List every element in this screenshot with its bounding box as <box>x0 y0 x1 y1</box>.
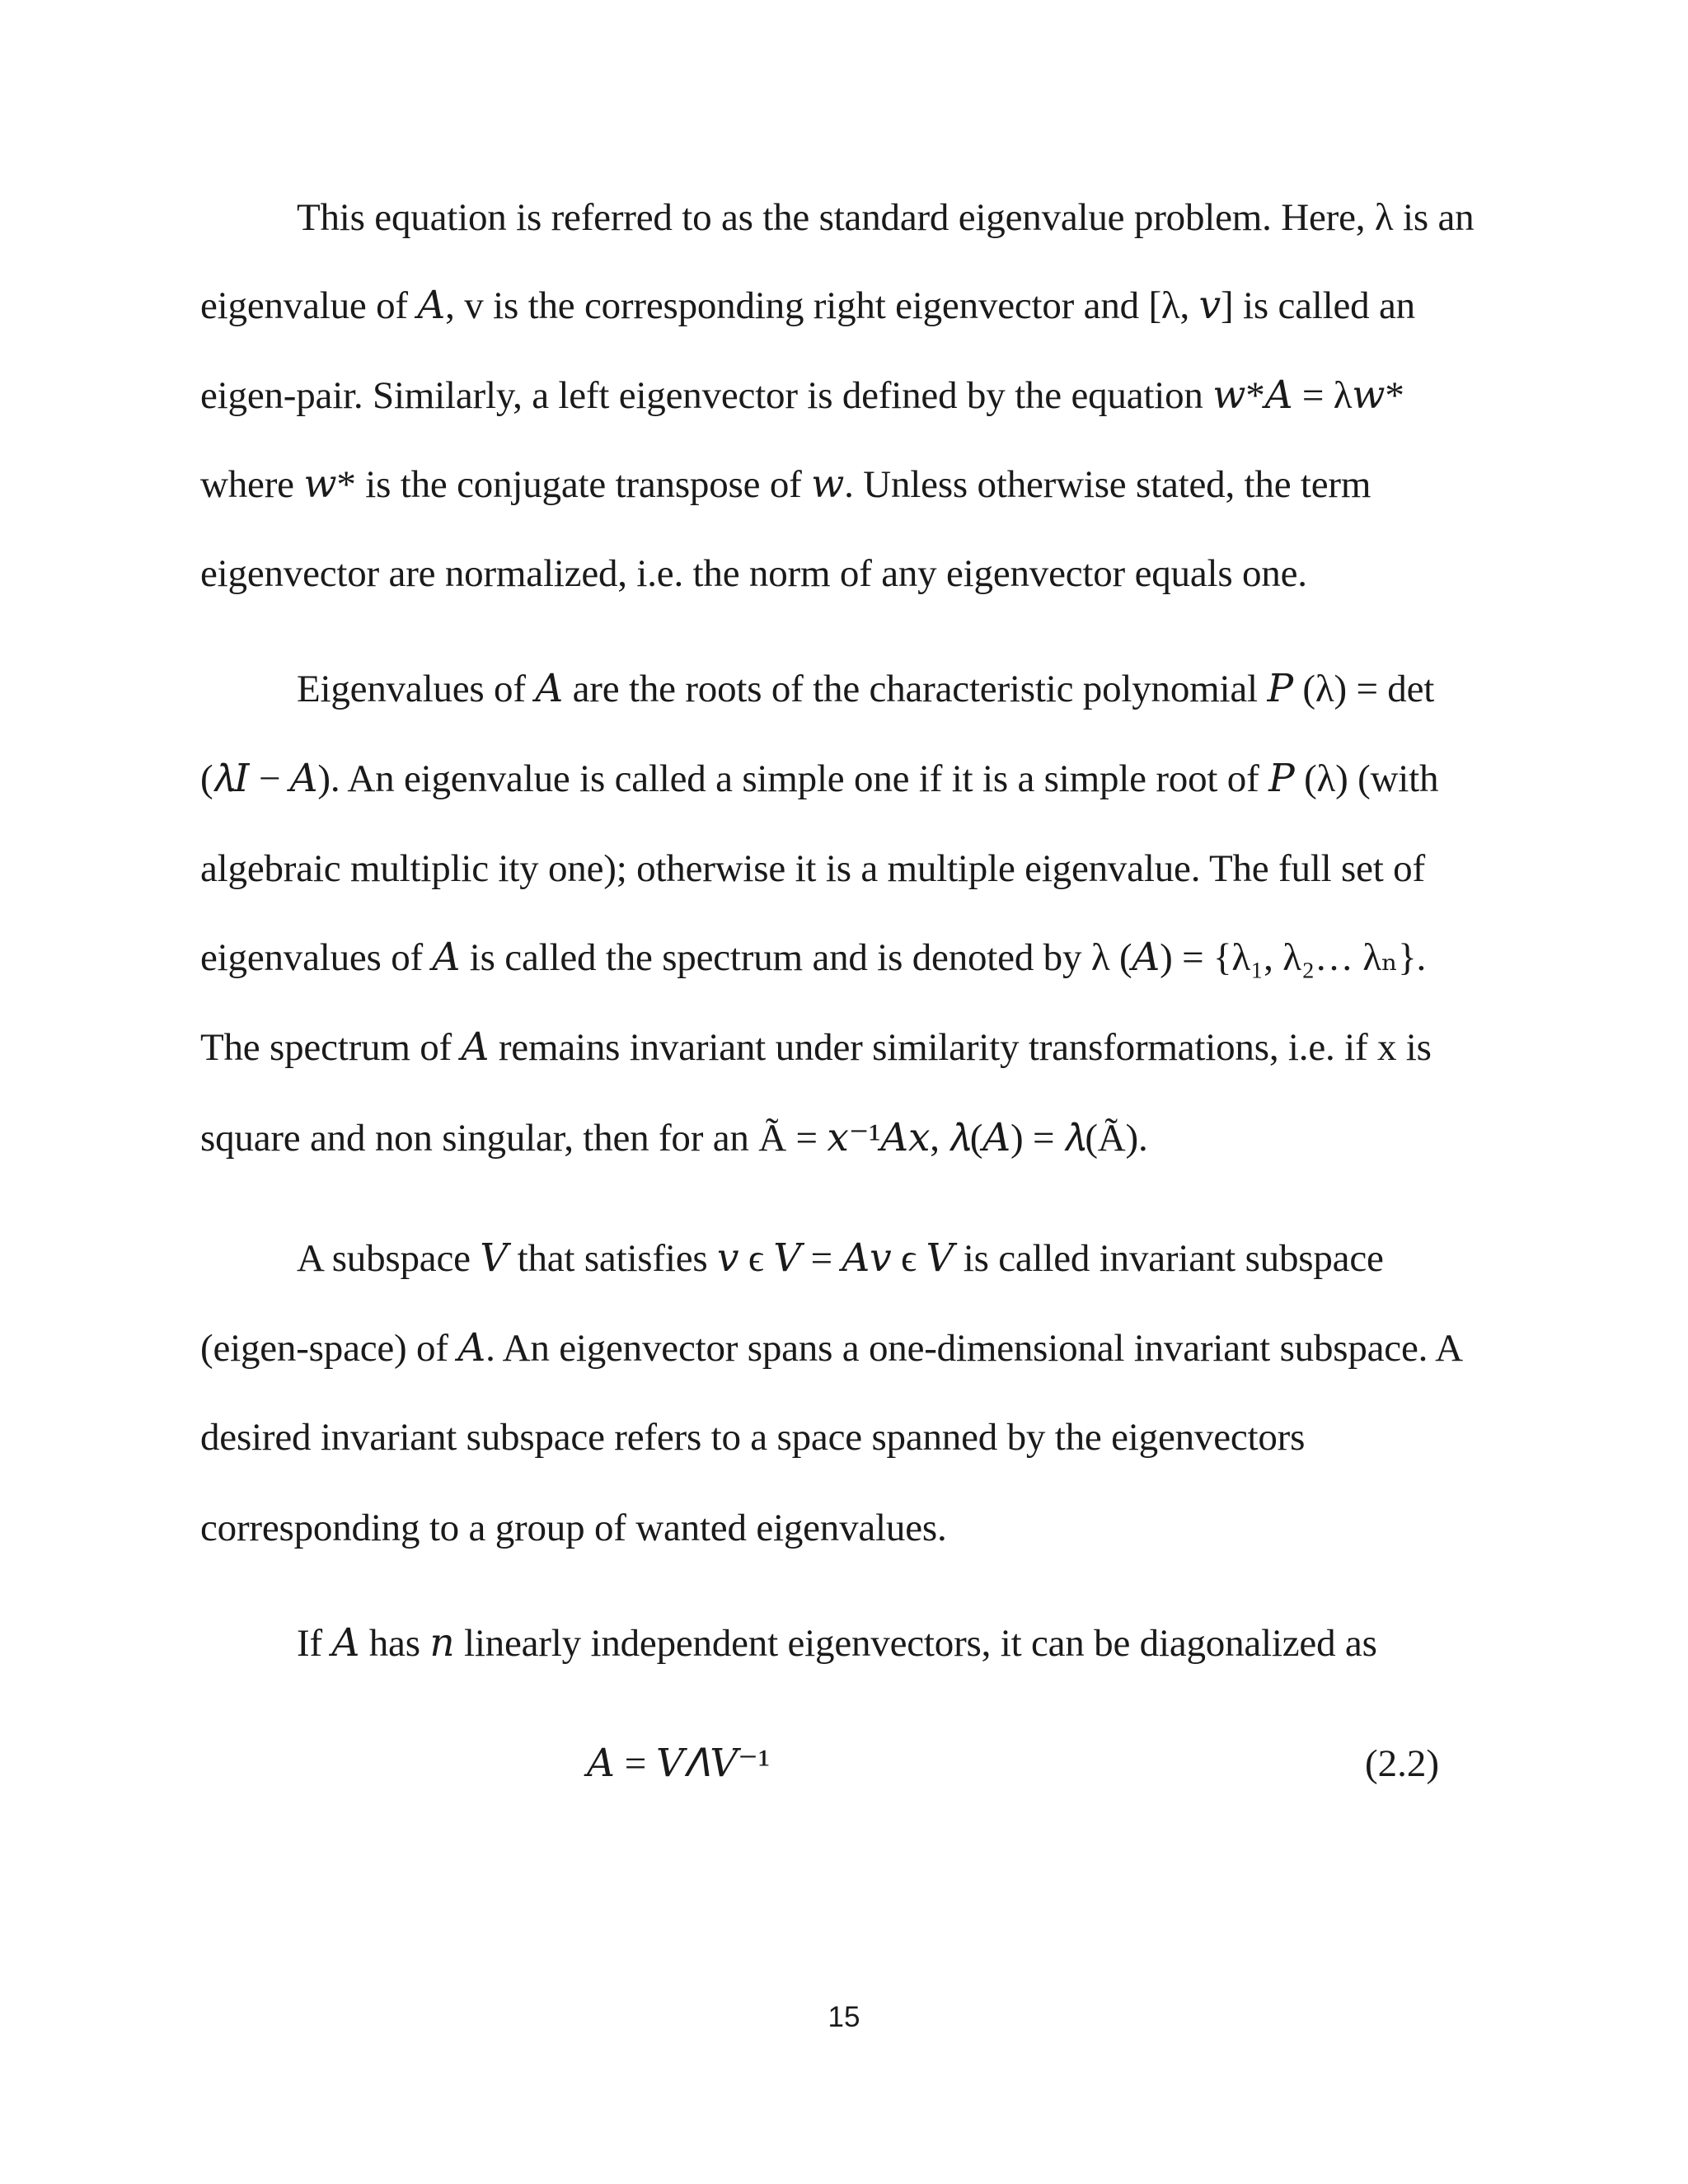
text-line: square and non singular, then for an Ã = 𝑥⁻¹𝐴𝑥, 𝜆(𝐴) = 𝜆(Ã). <box>200 1117 1148 1160</box>
text-line: Eigenvalues of 𝐴 are the roots of the characteristic polynomial 𝑃 (λ) = det <box>297 668 1435 710</box>
text-line: corresponding to a group of wanted eigenvalues. <box>200 1507 947 1549</box>
text-line: The spectrum of 𝐴 remains invariant under similarity transformations, i.e. if x is <box>200 1026 1432 1069</box>
text-line: This equation is referred to as the standard eigenvalue problem. Here, λ is an <box>297 196 1475 239</box>
text-line: eigen-pair. Similarly, a left eigenvector is defined by the equation 𝑤*𝐴 = λ𝑤* <box>200 374 1404 417</box>
text-line: eigenvalue of 𝐴, v is the corresponding right eigenvector and [λ, 𝑣] is called an <box>200 284 1415 327</box>
text-line: eigenvalues of 𝐴 is called the spectrum and is denoted by λ (𝐴) = {λ₁, λ₂… λₙ}. <box>200 936 1427 979</box>
text-line: eigenvector are normalized, i.e. the norm of any eigenvector equals one. <box>200 552 1307 595</box>
text-line: (eigen-space) of 𝐴. An eigenvector spans a one-dimensional invariant subspace. A <box>200 1327 1463 1370</box>
text-line: A subspace 𝑉 that satisfies 𝑣 ϵ 𝑉 = 𝐴𝑣 ϵ 𝑉 is called invariant subspace <box>297 1237 1384 1280</box>
text-line: desired invariant subspace refers to a space spanned by the eigenvectors <box>200 1416 1306 1459</box>
page-number: 15 <box>828 2001 860 2033</box>
text-line: (𝜆𝐼 − 𝐴). An eigenvalue is called a simple one if it is a simple root of 𝑃 (λ) (with <box>200 757 1439 800</box>
equation: 𝐴 = 𝑉𝛬𝑉⁻¹ <box>587 1742 771 1785</box>
text-line: algebraic multiplic ity one); otherwise it is a multiple eigenvalue. The full set of <box>200 847 1425 890</box>
text-line: If 𝐴 has 𝑛 linearly independent eigenvectors, it can be diagonalized as <box>297 1622 1377 1665</box>
text-line: where 𝑤* is the conjugate transpose of 𝑤. Unless otherwise stated, the term <box>200 463 1372 506</box>
equation-number: (2.2) <box>1364 1742 1439 1785</box>
